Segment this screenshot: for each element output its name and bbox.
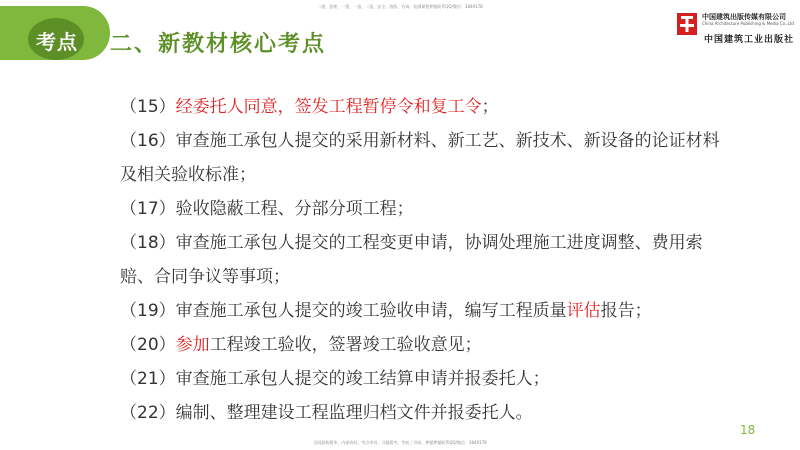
list-item	[120, 192, 730, 226]
section-title: 二、新教材核心考点	[110, 32, 327, 57]
badge-label: 考点	[36, 30, 78, 54]
item-text: 审查施工承包人提交的工程变更申请，协调处理施工进度调整、费用索赔、合同争议等事项；	[120, 233, 703, 287]
item-text: 报告；	[600, 301, 652, 321]
publisher-logo-icon	[676, 12, 698, 36]
item-text: ；	[481, 97, 499, 117]
item-number: （15）	[120, 97, 176, 117]
item-text: 审查施工承包人提交的采用新材料、新工艺、新技术、新设备的论证材料及相关验收标准；	[120, 131, 720, 185]
list-item	[120, 362, 730, 396]
item-number: （17）	[120, 199, 176, 219]
item-number: （18）	[120, 233, 176, 253]
publisher-logo	[676, 10, 794, 46]
highlighted-text: 评估	[566, 301, 601, 321]
item-number: （16）	[120, 131, 176, 151]
bottom-watermark-note: 全网最新精华、内部资料、考点串讲、习题精考、考前三页纸、押题押题联系QQ/微信：3849178	[313, 440, 487, 445]
list-item	[120, 124, 730, 192]
publisher-brand: 中国建筑工业出版社	[704, 35, 795, 45]
item-text: 工程竣工验收，签署竣工验收意见；	[209, 335, 482, 355]
item-number: （20）	[120, 335, 176, 355]
item-text: 审查施工承包人提交的竣工结算申请并报委托人；	[175, 369, 550, 389]
top-watermark-note: 二建、监理、一建、一造、二造、安全、消防、咨询、检测课程押题联系QQ/微信：3849178	[317, 4, 483, 9]
item-number: （21）	[120, 369, 176, 389]
item-number: （19）	[120, 301, 176, 321]
list-item	[120, 226, 730, 294]
page-number: 18	[740, 423, 756, 437]
item-text: 验收隐蔽工程、分部分项工程；	[175, 199, 414, 219]
list-item	[120, 294, 730, 328]
list-item	[120, 396, 730, 430]
list-item	[120, 90, 730, 124]
topic-badge	[0, 6, 110, 60]
list-item	[120, 328, 730, 362]
item-text: 审查施工承包人提交的竣工验收申请，编写工程质量	[175, 301, 567, 321]
item-text: 编制、整理建设工程监理归档文件并报委托人。	[175, 403, 533, 423]
publisher-name-cn: 中国建筑出版传媒有限公司	[702, 13, 786, 21]
item-number: （22）	[120, 403, 176, 423]
publisher-name-en: China Architecture Publishing & Media Co.,Ltd	[702, 21, 794, 26]
highlighted-text: 参加	[175, 335, 210, 355]
highlighted-text: 经委托人同意，签发工程暂停令和复工令	[175, 97, 482, 117]
duty-list	[120, 90, 730, 430]
